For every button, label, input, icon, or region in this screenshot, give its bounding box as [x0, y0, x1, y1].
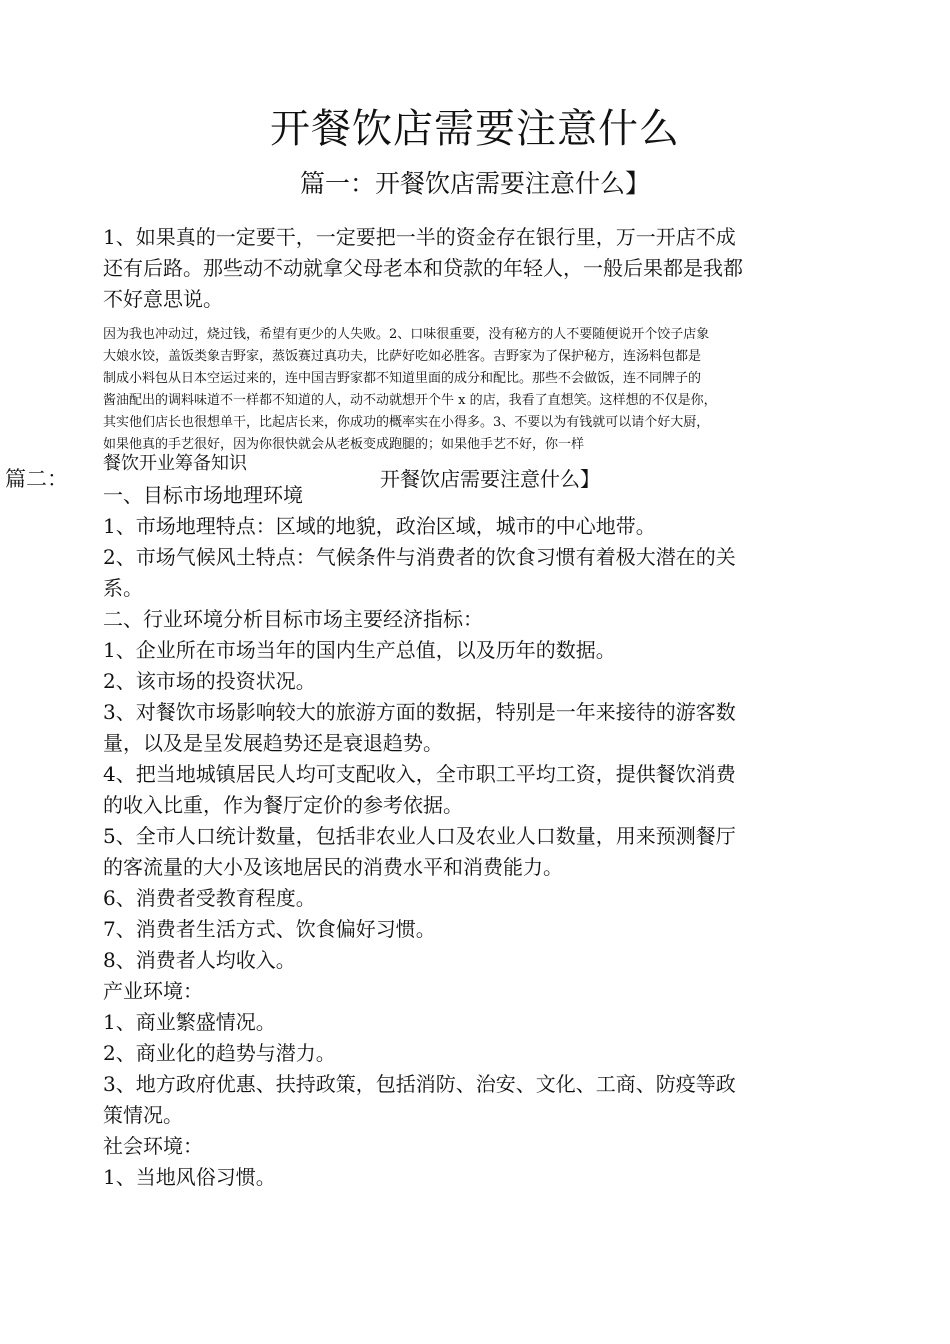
body-line: 1、企业所在市场当年的国内生产总值，以及历年的数据。	[103, 638, 616, 662]
body-line: 2、商业化的趋势与潜力。	[103, 1041, 336, 1065]
small-line: 制成小料包从日本空运过来的，连中国吉野家都不知道里面的成分和配比。那些不会做饭，连不同牌子的	[103, 371, 702, 386]
intro-line: 还有后路。那些动不动就拿父母老本和贷款的年轻人，一般后果都是我都	[103, 256, 743, 280]
small-line: 大娘水饺，盖饭类象吉野家，蒸饭赛过真功夫，比萨好吃如必胜客。吉野家为了保护秘方，连汤料包都是	[103, 349, 702, 364]
body-line: 社会环境：	[103, 1134, 203, 1158]
intro-paragraph	[103, 222, 863, 315]
section-two-heading: 开餐饮店需要注意什么】	[380, 467, 600, 491]
small-line: 如果他真的手艺很好，因为你很快就会从老板变成跑腿的；如果他手艺不好，你一样	[103, 437, 585, 452]
body-line: 6、消费者受教育程度。	[103, 886, 316, 910]
body-line: 一、目标市场地理环境	[103, 483, 303, 507]
body-line: 1、当地风俗习惯。	[103, 1165, 276, 1189]
body-line: 1、商业繁盛情况。	[103, 1010, 276, 1034]
body-line: 4、把当地城镇居民人均可支配收入，全市职工平均工资，提供餐饮消费	[103, 762, 736, 786]
body-line: 7、消费者生活方式、饮食偏好习惯。	[103, 917, 436, 941]
body-line: 3、对餐饮市场影响较大的旅游方面的数据，特别是一年来接待的游客数	[103, 700, 736, 724]
body-line: 的客流量的大小及该地居民的消费水平和消费能力。	[103, 855, 563, 879]
body-line: 1、市场地理特点：区域的地貌，政治区域，城市的中心地带。	[103, 514, 656, 538]
body-line: 产业环境：	[103, 979, 203, 1003]
body-line: 二、行业环境分析目标市场主要经济指标：	[103, 607, 483, 631]
section-one-heading: 篇一：开餐饮店需要注意什么】	[299, 169, 650, 198]
section-two-label: 篇二：	[5, 467, 68, 491]
body-line: 策情况。	[103, 1103, 183, 1127]
body-line: 系。	[103, 576, 143, 600]
body-line: 3、地方政府优惠、扶持政策，包括消防、治安、文化、工商、防疫等政	[103, 1072, 736, 1096]
body-line: 量，以及是呈发展趋势还是衰退趋势。	[103, 731, 443, 755]
section-two-body	[103, 480, 863, 1193]
body-line: 2、该市场的投资状况。	[103, 669, 316, 693]
small-line: 酱油配出的调料味道不一样都不知道的人，动不动就想开个牛 x 的店，我看了直想笑。这样想的不仅是你，	[103, 393, 717, 408]
body-line: 8、消费者人均收入。	[103, 948, 296, 972]
body-line: 5、全市人口统计数量，包括非农业人口及农业人口数量，用来预测餐厅	[103, 824, 736, 848]
section-two-title: 餐饮开业筹备知识	[103, 453, 247, 474]
document-title: 开餐饮店需要注意什么	[270, 106, 680, 152]
intro-line: 1、如果真的一定要干，一定要把一半的资金存在银行里，万一开店不成	[103, 225, 736, 249]
intro-line: 不好意思说。	[103, 287, 223, 311]
body-line: 2、市场气候风土特点：气候条件与消费者的饮食习惯有着极大潜在的关	[103, 545, 736, 569]
small-line: 因为我也冲动过，烧过钱，希望有更少的人失败。2、口味很重要，没有秘方的人不要随便说开个饺子店象	[103, 327, 710, 342]
body-line: 的收入比重，作为餐厅定价的参考依据。	[103, 793, 463, 817]
small-line: 其实他们店长也很想单干，比起店长来，你成功的概率实在小得多。3、不要以为有钱就可以请个好大厨，	[103, 415, 710, 430]
small-print-paragraph	[103, 324, 863, 456]
